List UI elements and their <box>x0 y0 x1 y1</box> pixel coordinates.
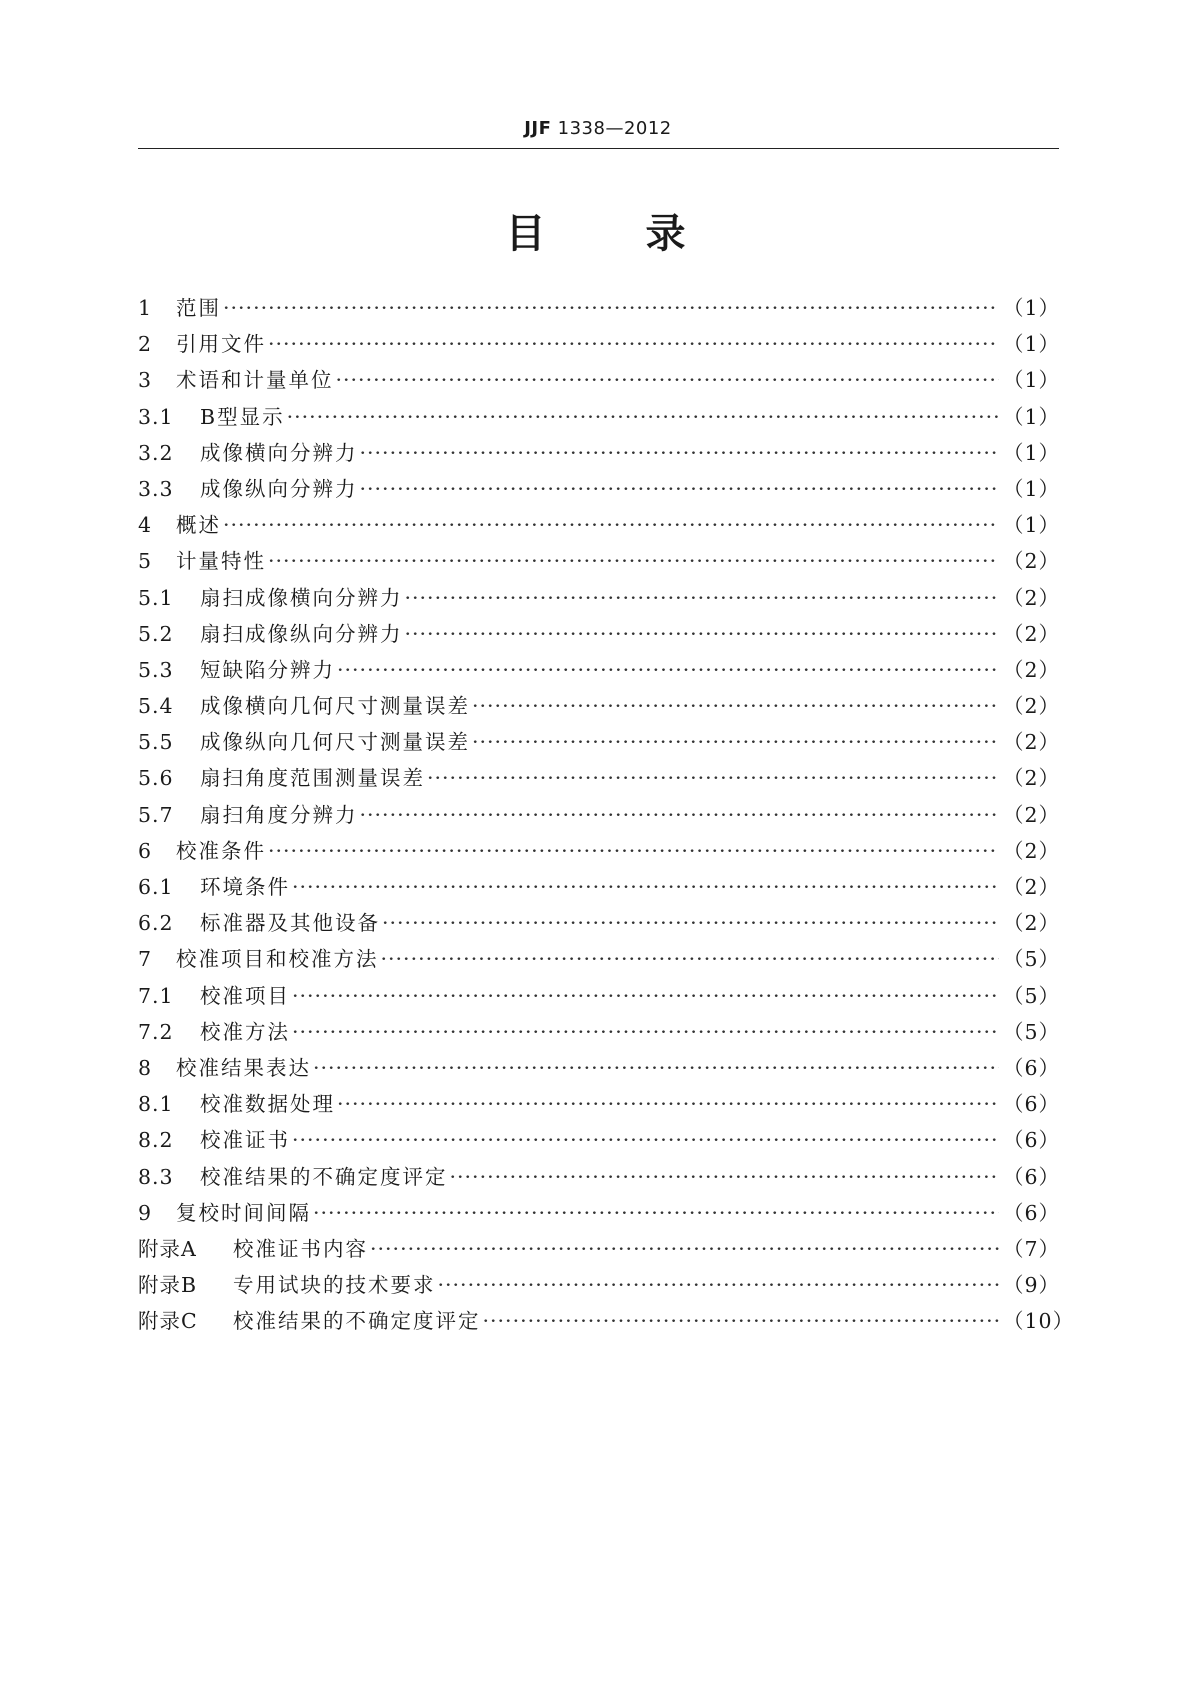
toc-entry-title: 校准数据处理 <box>200 1092 335 1117</box>
toc-entry-number: 9 <box>138 1200 153 1225</box>
toc-entry-title: 扇扫成像横向分辨力 <box>200 585 403 610</box>
toc-dot-leader <box>292 1014 999 1050</box>
toc-entry-page-number: （1） <box>1003 476 1061 501</box>
toc-entry-title: 术语和计量单位 <box>176 368 334 393</box>
toc-entry-page-number: （2） <box>1003 838 1061 863</box>
toc-entry[interactable] <box>138 941 1059 977</box>
toc-entry-number: 3.1 <box>138 404 174 429</box>
toc-entry[interactable] <box>138 616 1059 652</box>
toc-entry-page-number: （2） <box>1003 621 1061 646</box>
toc-entry-page-number: （2） <box>1003 549 1061 574</box>
toc-entry[interactable] <box>138 978 1059 1014</box>
toc-entry[interactable] <box>138 290 1059 326</box>
toc-entry-title: 复校时间间隔 <box>176 1200 311 1225</box>
toc-entry[interactable] <box>138 1267 1059 1303</box>
toc-entry[interactable] <box>138 507 1059 543</box>
toc-entry-title: 短缺陷分辨力 <box>200 657 335 682</box>
toc-entry-page-number: （6） <box>1003 1055 1061 1080</box>
toc-entry-number: 4 <box>138 513 153 538</box>
toc-entry-title: 计量特性 <box>176 549 266 574</box>
toc-dot-leader <box>223 507 999 543</box>
toc-entry-title: 校准方法 <box>200 1019 290 1044</box>
toc-entry-title: 校准条件 <box>176 838 266 863</box>
toc-entry-page-number: （2） <box>1003 875 1061 899</box>
toc-entry[interactable] <box>138 688 1059 724</box>
toc-entry-page-number: （1） <box>1003 513 1061 538</box>
toc-entry-page-number: （2） <box>1003 766 1061 791</box>
toc-entry-number: 附录C <box>138 1309 198 1334</box>
toc-entry-number: 3.3 <box>138 476 174 501</box>
toc-entry-page-number: （2） <box>1003 911 1061 936</box>
toc-entry-number: 6 <box>138 838 153 863</box>
toc-dot-leader <box>450 1159 1000 1195</box>
toc-entry-number: 附录A <box>138 1236 197 1261</box>
toc-entry-title: 成像纵向几何尺寸测量误差 <box>200 730 470 755</box>
table-of-contents <box>138 290 1075 1339</box>
toc-dot-leader <box>360 471 1000 507</box>
toc-entry-title: 扇扫角度分辨力 <box>200 802 358 827</box>
toc-entry-number: 6.2 <box>138 911 174 936</box>
toc-entry-page-number: （2） <box>1003 657 1061 682</box>
toc-entry-title: 校准证书 <box>200 1128 290 1153</box>
toc-entry-number: 8.3 <box>138 1164 174 1189</box>
toc-dot-leader <box>405 616 1000 652</box>
toc-dot-leader <box>370 1231 999 1267</box>
toc-dot-leader <box>337 1086 999 1122</box>
toc-entry-title: 校准项目 <box>200 983 290 1008</box>
toc-entry-title: 校准证书内容 <box>233 1236 368 1261</box>
toc-entry[interactable] <box>138 1122 1059 1158</box>
toc-entry-number: 3.2 <box>138 440 174 465</box>
toc-dot-leader <box>313 1050 999 1086</box>
toc-entry-title: 成像纵向分辨力 <box>200 476 358 501</box>
toc-entry-page-number: （2） <box>1003 694 1061 719</box>
toc-entry-title: 环境条件 <box>200 875 290 899</box>
document-code-prefix: JJF <box>524 118 552 139</box>
document-code-number: 1338—2012 <box>551 118 672 139</box>
toc-entry[interactable] <box>138 543 1059 579</box>
toc-entry-page-number: （5） <box>1003 983 1061 1008</box>
toc-entry[interactable] <box>138 362 1059 398</box>
toc-dot-leader <box>336 362 1000 398</box>
toc-entry-page-number: （6） <box>1003 1092 1061 1117</box>
toc-entry-page-number: （5） <box>1003 1019 1061 1044</box>
toc-entry-title: 引用文件 <box>176 332 266 357</box>
toc-entry[interactable] <box>138 1159 1059 1195</box>
toc-dot-leader <box>287 399 999 435</box>
toc-entry-title: B型显示 <box>200 404 285 429</box>
toc-entry[interactable] <box>138 1231 1059 1267</box>
toc-dot-leader <box>292 869 999 905</box>
toc-entry[interactable] <box>138 399 1059 435</box>
toc-entry[interactable] <box>138 1050 1059 1086</box>
toc-entry-number: 6.1 <box>138 875 174 899</box>
toc-dot-leader <box>381 941 1000 977</box>
toc-entry-number: 5 <box>138 549 153 574</box>
toc-entry-number: 5.3 <box>138 657 174 682</box>
toc-dot-leader <box>223 290 999 326</box>
toc-entry[interactable] <box>138 652 1059 688</box>
toc-entry-number: 7.2 <box>138 1019 174 1044</box>
toc-entry[interactable] <box>138 869 1059 905</box>
toc-entry-page-number: （2） <box>1003 730 1061 755</box>
toc-entry[interactable] <box>138 797 1059 833</box>
toc-entry[interactable] <box>138 580 1059 616</box>
toc-entry[interactable] <box>138 471 1059 507</box>
page-title-char-2: 录 <box>645 211 686 257</box>
toc-entry-page-number: （1） <box>1003 296 1061 320</box>
toc-entry-page-number: （5） <box>1003 947 1061 972</box>
toc-entry-page-number: （7） <box>1003 1236 1061 1261</box>
toc-entry[interactable] <box>138 326 1059 362</box>
toc-dot-leader <box>472 724 999 760</box>
toc-entry-title: 校准结果的不确定度评定 <box>200 1164 448 1189</box>
toc-entry-number: 5.1 <box>138 585 174 610</box>
toc-entry-title: 校准结果表达 <box>176 1055 311 1080</box>
toc-dot-leader <box>472 688 999 724</box>
toc-entry-title: 标准器及其他设备 <box>200 911 380 936</box>
toc-entry-number: 5.7 <box>138 802 174 827</box>
toc-entry[interactable] <box>138 905 1059 941</box>
toc-entry-number: 8 <box>138 1055 153 1080</box>
toc-entry-number: 3 <box>138 368 153 393</box>
page-title <box>0 202 1191 259</box>
toc-dot-leader <box>382 905 999 941</box>
toc-entry-number: 8.2 <box>138 1128 174 1153</box>
toc-entry-number: 2 <box>138 332 153 357</box>
toc-entry[interactable] <box>138 1086 1059 1122</box>
toc-entry-page-number: （6） <box>1003 1164 1061 1189</box>
toc-entry-number: 8.1 <box>138 1092 174 1117</box>
toc-entry-title: 校准结果的不确定度评定 <box>233 1309 481 1334</box>
toc-dot-leader <box>438 1267 1000 1303</box>
toc-entry-number: 5.4 <box>138 694 174 719</box>
toc-dot-leader <box>427 760 999 796</box>
document-code-header <box>138 118 1058 139</box>
page-title-char-1: 目 <box>505 211 546 257</box>
toc-entry-number: 1 <box>138 296 153 320</box>
toc-entry-number: 5.6 <box>138 766 174 791</box>
toc-entry-number: 5.5 <box>138 730 174 755</box>
toc-dot-leader <box>292 978 999 1014</box>
toc-dot-leader <box>405 580 1000 616</box>
toc-entry-number: 7 <box>138 947 153 972</box>
toc-entry[interactable] <box>138 1195 1059 1231</box>
toc-entry-number: 7.1 <box>138 983 174 1008</box>
toc-dot-leader <box>337 652 999 688</box>
toc-entry-title: 扇扫成像纵向分辨力 <box>200 621 403 646</box>
toc-entry-page-number: （1） <box>1003 440 1061 465</box>
toc-entry-page-number: （9） <box>1003 1273 1061 1298</box>
toc-entry-title: 专用试块的技术要求 <box>233 1273 436 1298</box>
toc-entry-title: 概述 <box>176 513 221 538</box>
toc-entry-page-number: （1） <box>1003 368 1061 393</box>
toc-entry-page-number: （1） <box>1003 404 1061 429</box>
toc-entry-number: 5.2 <box>138 621 174 646</box>
toc-entry-page-number: （2） <box>1003 802 1061 827</box>
toc-dot-leader <box>483 1303 1000 1339</box>
toc-entry-title: 范围 <box>176 296 221 320</box>
toc-entry-page-number: （6） <box>1003 1128 1061 1153</box>
toc-entry-number: 附录B <box>138 1273 198 1298</box>
toc-entry[interactable] <box>138 1014 1059 1050</box>
toc-dot-leader <box>268 543 999 579</box>
toc-dot-leader <box>292 1122 999 1158</box>
toc-dot-leader <box>268 833 999 869</box>
toc-entry[interactable] <box>138 724 1059 760</box>
toc-entry[interactable] <box>138 833 1059 869</box>
toc-entry-title: 扇扫角度范围测量误差 <box>200 766 425 791</box>
toc-entry[interactable] <box>138 760 1059 796</box>
toc-entry-page-number: （2） <box>1003 585 1061 610</box>
toc-entry-title: 成像横向几何尺寸测量误差 <box>200 694 470 719</box>
toc-entry-title: 成像横向分辨力 <box>200 440 358 465</box>
toc-entry-page-number: （10） <box>1003 1309 1075 1334</box>
toc-entry[interactable] <box>138 1303 1075 1339</box>
toc-entry-title: 校准项目和校准方法 <box>176 947 379 972</box>
header-rule <box>138 148 1059 149</box>
toc-entry-page-number: （6） <box>1003 1200 1061 1225</box>
toc-dot-leader <box>360 435 1000 471</box>
toc-entry-page-number: （1） <box>1003 332 1061 357</box>
toc-dot-leader <box>360 797 1000 833</box>
toc-dot-leader <box>268 326 999 362</box>
toc-entry[interactable] <box>138 435 1059 471</box>
toc-dot-leader <box>313 1195 999 1231</box>
